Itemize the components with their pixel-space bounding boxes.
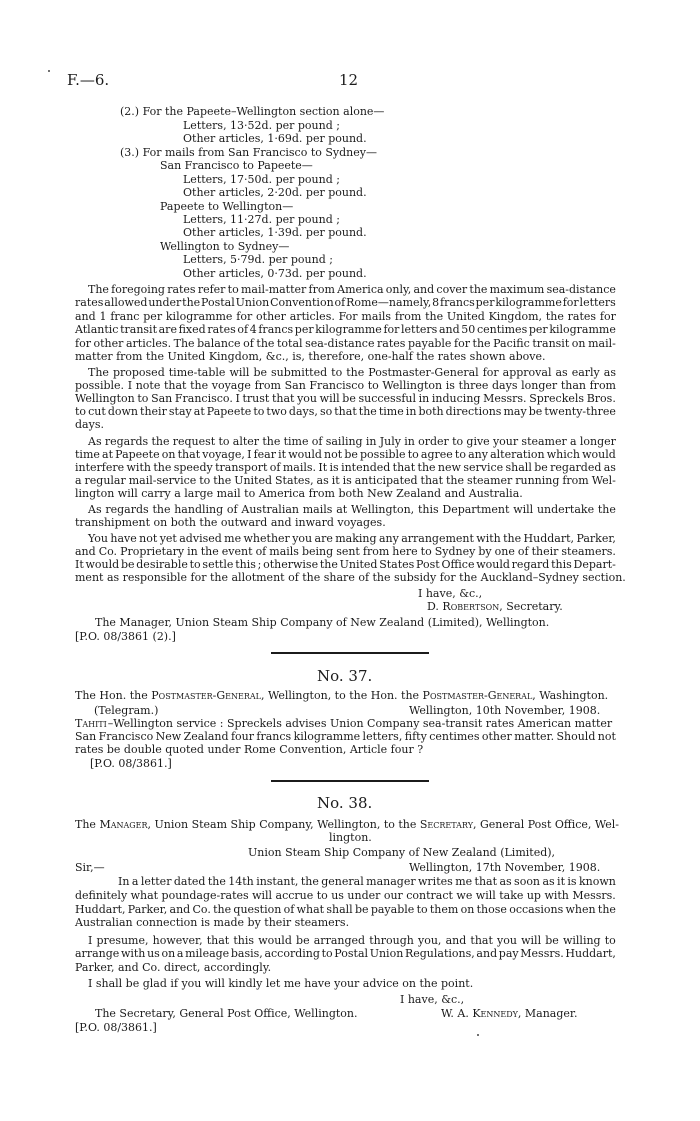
signature-name: W. A. Kennedy (441, 1007, 518, 1020)
body-line: possible. I note that the voyage from San Francisco to Wellington is three days longer than from (75, 379, 616, 392)
body-line: In a letter dated the 14th instant, the general manager writes me that as soon as it is known (118, 875, 616, 888)
section-divider (271, 780, 429, 782)
body-line: I shall be glad if you will kindly let me have your advice on the point. (88, 977, 474, 990)
rate-line: Other articles, 1·69d. per pound. (183, 132, 367, 145)
rate-line: Other articles, 0·73d. per pound. (183, 267, 367, 280)
file-reference: [P.O. 08/3861.] (75, 1021, 157, 1034)
body-line: arrange with us on a mileage basis, according to Postal Union Regulations, and pay Messrs. Huddart, (75, 947, 616, 960)
text-run: The Hon. the (75, 689, 152, 702)
file-reference: [P.O. 08/3861 (2).] (75, 630, 176, 643)
sender-title: Manager (99, 818, 148, 831)
body-line: The foregoing rates refer to mail-matter from America only, and cover the maximum sea-distance (88, 283, 616, 296)
page-number: 12 (339, 71, 359, 89)
rate-line: Other articles, 1·39d. per pound. (183, 226, 367, 239)
body-line: As regards the handling of Australian mails at Wellington, this Department will undertake the (88, 503, 616, 516)
signature (427, 601, 563, 613)
body-line: transhipment on both the outward and inward voyages. (75, 516, 386, 529)
body-line: and 1 franc per kilogramme for other articles. For mails from the United Kingdom, the rates for (75, 310, 616, 323)
body-line: Australian connection is made by their steamers. (75, 916, 350, 929)
body-line: You have not yet advised me whether you are making any arrangement with the Huddart, Parker, (88, 532, 616, 545)
body-line: rates allowed under the Postal Union Convention of Rome—namely, 8 francs per kilogramme for letters (75, 296, 616, 309)
body-line: Wellington to San Francisco. I trust that you will be successful in inducing Messrs. Spreckels Bros. (75, 392, 616, 405)
company-line: Union Steam Ship Company of New Zealand (Limited), (248, 846, 556, 859)
rate-line: Letters, 11·27d. per pound ; (183, 213, 340, 226)
body-line: matter from the United Kingdom, &c., is, therefore, one-half the rates shown above. (75, 350, 546, 363)
text-run: –Wellington service : Spreckels advises Union Company sea-transit rates American matter (107, 717, 613, 730)
text-run: , Union Steam Ship Company, Wellington, to the (147, 818, 420, 831)
body-line: and Co. Proprietary in the event of mails being sent from here to Sydney by one of their steamers. (75, 545, 616, 558)
section-heading: No. 38. (317, 794, 373, 812)
rate-line: Letters, 13·52d. per pound ; (183, 119, 340, 132)
body-line: San Francisco New Zealand four francs kilogramme letters, fifty centimes other matter. Should not (75, 730, 616, 743)
body-line: Huddart, Parker, and Co. the question of what shall be payable to them on those occasions when the (75, 903, 616, 916)
sender-title: Postmaster-General (151, 689, 261, 702)
body-line: days. (75, 418, 104, 431)
body-line: rates be double quoted under Rome Convention, Article four ? (75, 743, 424, 756)
body-line: a regular mail-service to the United States, as it is anticipated that the steamer running from Wel- (75, 474, 616, 487)
service-name: Tahiti (75, 717, 107, 730)
place-date: Wellington, 10th November, 1908. (409, 704, 601, 717)
body-line: lington will carry a large mail to America from both New Zealand and Australia. (75, 487, 523, 500)
body-line: Parker, and Co. direct, accordingly. (75, 961, 272, 974)
body-line: As regards the request to alter the time of sailing in July in order to give your steamer a longer (88, 435, 616, 448)
body-line: definitely what poundage-rates will accrue to us under our contract we will take up with Messrs. (75, 889, 616, 902)
rate-line: Papeete to Wellington— (160, 200, 294, 213)
section-divider (271, 652, 429, 654)
body-line: ment as responsible for the allotment of the share of the subsidy for the Auckland–Sydney section. (75, 571, 626, 584)
place-date: Wellington, 17th November, 1908. (409, 861, 601, 874)
telegram-label: (Telegram.) (94, 704, 159, 717)
margin-mark (48, 70, 50, 72)
closing: I have, &c., (418, 587, 483, 600)
signature-title: , Secretary. (499, 600, 563, 613)
text-run: , Wellington, to the Hon. the (260, 689, 423, 702)
body-line: for other articles. The balance of the total sea-distance rates payable for the Pacific transit on mail- (75, 337, 616, 350)
margin-mark (477, 1034, 479, 1036)
page-header-code: F.—6. (67, 71, 110, 89)
recipient-title: Postmaster-General (422, 689, 533, 702)
rate-line: (3.) For mails from San Francisco to Sydney— (120, 146, 377, 159)
body-line: time at Papeete on that voyage, I fear it would not be possible to agree to any alteration which would (75, 448, 616, 461)
body-line (75, 718, 616, 730)
text-run: , Washington. (532, 689, 609, 702)
signature (441, 1008, 577, 1020)
section-heading: No. 37. (317, 667, 373, 685)
rate-line: Letters, 5·79d. per pound ; (183, 253, 333, 266)
body-line: to cut down their stay at Papeete to two days, so that the time in both directions may be twenty-three (75, 405, 616, 418)
body-line: I presume, however, that this would be arranged through you, and that you will be willing to (88, 934, 616, 947)
body-line: It would be desirable to settle this ; otherwise the United States Post Office would regard this Depart- (75, 558, 616, 571)
salutation: Sir,— (75, 861, 105, 874)
text-run: The (75, 818, 100, 831)
rate-line: Letters, 17·50d. per pound ; (183, 173, 340, 186)
text-run: , General Post Office, Wel- (473, 818, 620, 831)
recipient-title: Secretary (419, 818, 473, 831)
body-line: interfere with the speedy transport of mails. It is intended that the new service shall be regarded as (75, 461, 616, 474)
body-line: The proposed time-table will be submitted to the Postmaster-General for approval as early as (88, 366, 616, 379)
correspondence-line (75, 819, 619, 831)
rate-line: (2.) For the Papeete–Wellington section alone— (120, 105, 385, 118)
signature-title: , Manager. (517, 1007, 578, 1020)
file-reference: [P.O. 08/3861.] (90, 757, 172, 770)
correspondence-line (75, 690, 608, 702)
closing: I have, &c., (400, 993, 465, 1006)
body-line: Atlantic transit are fixed rates of 4 francs per kilogramme for letters and 50 centimes per kilogramme (75, 323, 616, 336)
rate-line: Other articles, 2·20d. per pound. (183, 186, 367, 199)
addressee: The Secretary, General Post Office, Wellington. (95, 1007, 358, 1020)
rate-line: San Francisco to Papeete— (160, 159, 313, 172)
addressee: The Manager, Union Steam Ship Company of New Zealand (Limited), Wellington. (95, 616, 550, 629)
rate-line: Wellington to Sydney— (160, 240, 290, 253)
correspondence-line: lington. (329, 831, 372, 844)
signature-name: D. Robertson (427, 600, 500, 613)
